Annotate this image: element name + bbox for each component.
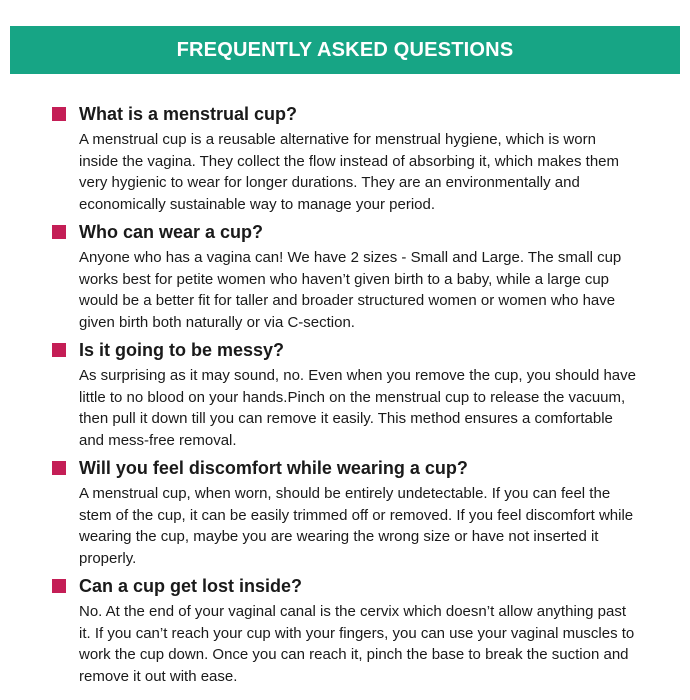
faq-item [0,455,690,567]
faq-question-row [0,337,690,363]
faq-answer: Anyone who has a vagina can! We have 2 sizes - Small and Large. The small cup works best for petite women who haven’t given birth to a baby, while a large cup would be a better fit for taller and broader structured women or women who have given birth both naturally or via C-section. [79,249,622,331]
faq-header-bar [10,26,680,74]
page-title: FREQUENTLY ASKED QUESTIONS [176,38,514,61]
faq-question: Will you feel discomfort while wearing a cup? [79,458,468,478]
square-bullet-icon [52,107,66,121]
faq-answer: A menstrual cup is a reusable alternative for menstrual hygiene, which is worn inside the vagina. They collect the flow instead of absorbing it, which makes them very hygienic to wear for longer durations. They are an environmentally and economically sustainable way to manage your period. [79,131,620,213]
faq-question-row [0,219,690,245]
faq-question: Who can wear a cup? [79,222,264,242]
faq-question: Can a cup get lost inside? [79,576,303,596]
square-bullet-icon [52,225,66,239]
faq-answer: No. At the end of your vaginal canal is the cervix which doesn’t allow anything past it. If you can’t reach your cup with your fingers, you can use your vaginal muscles to work the cup down. Once you can reach it, pinch the base to break the suction and remove it out with ease. [79,603,635,685]
faq-question-row [0,101,690,127]
faq-question: What is a menstrual cup? [79,104,298,124]
faq-question-row [0,455,690,481]
faq-question-row [0,573,690,599]
square-bullet-icon [52,579,66,593]
faq-question: Is it going to be messy? [79,340,285,360]
faq-item [0,573,690,685]
faq-item [0,337,690,449]
square-bullet-icon [52,461,66,475]
faq-answer: A menstrual cup, when worn, should be entirely undetectable. If you can feel the stem of the cup, it can be easily trimmed off or removed. If you feel discomfort while wearing the cup, maybe you are wearing the wrong size or have not inserted it properly. [79,485,634,567]
faq-item [0,101,690,213]
square-bullet-icon [52,343,66,357]
faq-item [0,219,690,331]
faq-answer: As surprising as it may sound, no. Even when you remove the cup, you should have little to no blood on your hands.Pinch on the menstrual cup to release the vacuum, then pull it down till you can remove it easily. This method ensures a comfortable and mess-free removal. [79,367,636,449]
